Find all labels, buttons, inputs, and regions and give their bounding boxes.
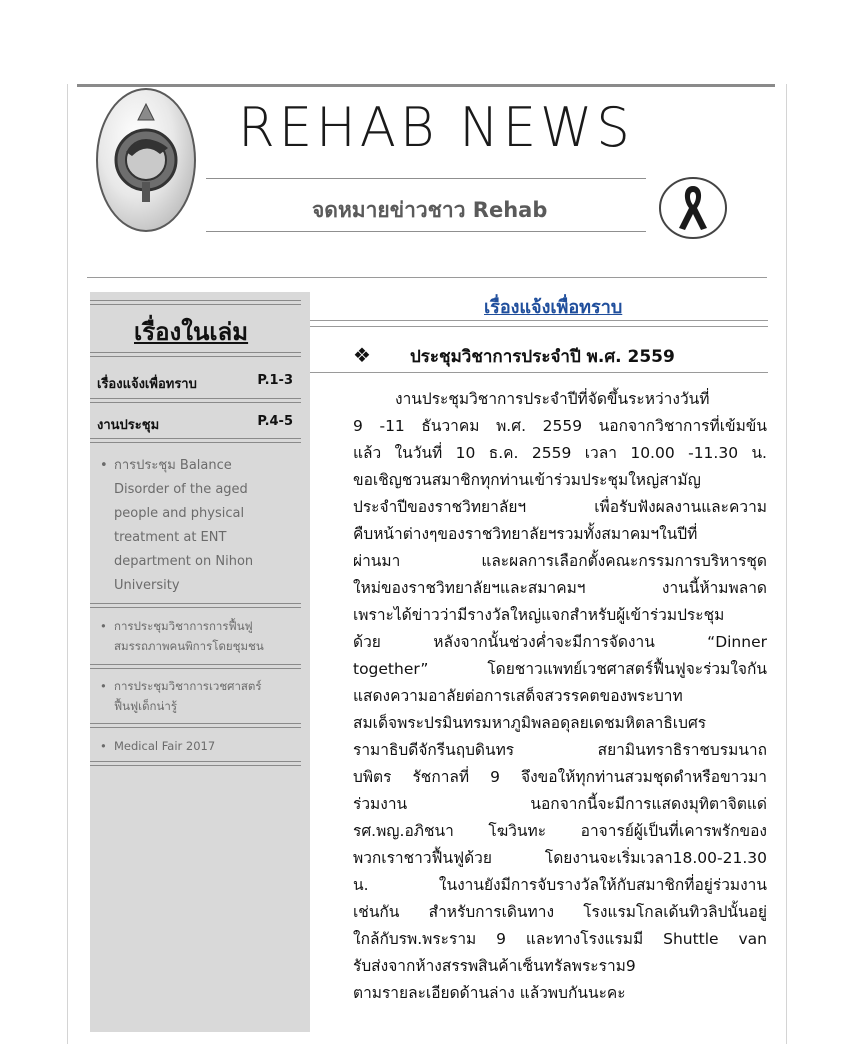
sidebar-item-line: Medical Fair 2017 bbox=[114, 739, 216, 753]
sidebar-rule bbox=[90, 723, 301, 728]
sidebar-item-line: department on Nihon bbox=[114, 554, 254, 569]
sidebar-rule bbox=[90, 761, 301, 766]
sidebar-item-line: people and physical bbox=[114, 506, 245, 521]
article-body-line: คืบหน้าต่างๆของราชวิทยาลัยฯรวมทั้งสมาคมฯในปีที่ bbox=[353, 525, 698, 543]
sidebar-item[interactable] bbox=[100, 454, 305, 598]
sidebar-item[interactable] bbox=[100, 616, 305, 656]
sidebar-rule bbox=[90, 603, 301, 608]
article-body-line: ร่วมงาน นอกจากนี้จะมีการแสดงมุทิตาจิตแด่ bbox=[353, 795, 767, 813]
masthead-rule-bottom bbox=[206, 231, 646, 232]
sidebar-rule bbox=[90, 438, 301, 443]
top-rule bbox=[77, 84, 775, 87]
article-title: ประชุมวิชาการประจำปี พ.ศ. 2559 bbox=[410, 347, 675, 367]
toc-entry[interactable] bbox=[97, 373, 293, 394]
article-body-line: 9 -11 ธันวาคม พ.ศ. 2559 นอกจากวิชาการที่เข้มข้น bbox=[353, 417, 767, 435]
toc-label: งานประชุม bbox=[97, 418, 160, 433]
sidebar-item-line: Disorder of the aged bbox=[114, 482, 248, 497]
article-body bbox=[353, 386, 767, 1007]
sidebar-rule bbox=[90, 352, 301, 357]
toc-entry[interactable] bbox=[97, 414, 293, 435]
article-body-line: พวกเราชาวฟื้นฟูด้วย โดยงานจะเริ่มเวลา18.00-21.30 bbox=[353, 849, 767, 867]
sidebar bbox=[90, 292, 310, 1032]
sidebar-item-line: การประชุมวิชาการเวชศาสตร์ bbox=[114, 679, 262, 693]
article-body-line: ด้วย หลังจากนั้นช่วงค่ำจะมีการจัดงาน “Dinner bbox=[353, 633, 767, 651]
bullet-icon: • bbox=[100, 458, 108, 473]
diamond-bullet-icon: ❖ bbox=[353, 343, 371, 367]
article-body-line: บพิตร รัชกาลที่ 9 จึงขอให้ทุกท่านสวมชุดดำหรือขาวมา bbox=[353, 768, 767, 786]
article-body-line: รศ.พญ.อภิชนา โฆวินทะ อาจารย์ผู้เป็นที่เคารพรักของ bbox=[353, 822, 767, 840]
toc-page: P.4-5 bbox=[257, 414, 293, 429]
college-emblem-icon bbox=[96, 88, 196, 232]
article-title-rule bbox=[310, 372, 768, 373]
sidebar-rule bbox=[90, 664, 301, 669]
article-body-line: ผ่านมา และผลการเลือกตั้งคณะกรรมการบริหารชุด bbox=[353, 552, 767, 570]
article-body-line: เพราะได้ข่าวว่ามีรางวัลใหญ่แจกสำหรับผู้เข้าร่วมประชุม bbox=[353, 606, 725, 624]
article-body-line: รับส่งจากห้างสรรพสินค้าเซ็นทรัลพระราม9 bbox=[353, 957, 636, 975]
section-divider bbox=[87, 277, 767, 278]
mourning-ribbon-icon bbox=[657, 176, 729, 240]
article-body-line: รามาธิบดีจักรีนฤบดินทร สยามินทราธิราชบรมนาถ bbox=[353, 741, 767, 759]
article-body-line: สมเด็จพระปรมินทรมหาภูมิพลอดุลยเดชมหิตลาธิเบศร bbox=[353, 714, 707, 732]
bullet-icon: • bbox=[100, 739, 107, 753]
newsletter-title: REHAB NEWS bbox=[238, 96, 634, 159]
article-body-line: together” โดยชาวแพทย์เวชศาสตร์ฟื้นฟูจะร่วมใจกัน bbox=[353, 660, 767, 678]
sidebar-item[interactable] bbox=[100, 736, 305, 756]
sidebar-item-line: ฟื้นฟูเด็กน่ารู้ bbox=[114, 699, 178, 713]
bullet-icon: • bbox=[100, 679, 107, 693]
article-body-line: แสดงความอาลัยต่อการเสด็จสวรรคตของพระบาท bbox=[353, 687, 683, 705]
sidebar-item[interactable] bbox=[100, 676, 305, 716]
section-heading[interactable]: เรื่องแจ้งเพื่อทราบ bbox=[484, 297, 623, 318]
sidebar-item-line: การประชุม Balance bbox=[114, 458, 232, 473]
toc-page: P.1-3 bbox=[257, 373, 293, 388]
sidebar-title: เรื่องในเล่ม bbox=[134, 318, 249, 346]
masthead-rule-top bbox=[206, 178, 646, 179]
article-body-line: ขอเชิญชวนสมาชิกทุกท่านเข้าร่วมประชุมใหญ่สามัญ bbox=[353, 471, 701, 489]
toc-label: เรื่องแจ้งเพื่อทราบ bbox=[97, 377, 197, 392]
sidebar-item-line: University bbox=[114, 578, 180, 593]
article-body-line: แล้ว ในวันที่ 10 ธ.ค. 2559 เวลา 10.00 -11.30 น. bbox=[353, 444, 767, 462]
sidebar-item-line: สมรรถภาพคนพิการโดยชุมชน bbox=[114, 639, 264, 653]
article-body-line: เช่นกัน สำหรับการเดินทาง โรงแรมโกลเด้นทิวลิปนั้นอยู่ bbox=[353, 903, 767, 921]
article-body-line: น. ในงานยังมีการจับรางวัลให้กับสมาชิกที่อยู่ร่วมงาน bbox=[353, 876, 767, 894]
article-body-line: งานประชุมวิชาการประจำปีที่จัดขึ้นระหว่างวันที่ bbox=[395, 390, 710, 408]
sidebar-item-line: treatment at ENT bbox=[114, 530, 227, 545]
section-rule bbox=[310, 320, 768, 321]
article-body-line: ใกล้กับรพ.พระราม 9 และทางโรงแรมมี Shuttle van bbox=[353, 930, 767, 948]
article-body-line: ใหม่ของราชวิทยาลัยฯและสมาคมฯ งานนี้ห้ามพลาด bbox=[353, 579, 767, 597]
bullet-icon: • bbox=[100, 619, 107, 633]
section-rule bbox=[310, 326, 768, 327]
sidebar-rule bbox=[90, 300, 301, 305]
sidebar-rule bbox=[90, 398, 301, 403]
newsletter-subtitle: จดหมายข่าวชาว Rehab bbox=[312, 198, 548, 222]
sidebar-item-line: การประชุมวิชาการการฟื้นฟู bbox=[114, 619, 253, 633]
article-body-line: ประจำปีของราชวิทยาลัยฯ เพื่อรับฟังผลงานและความ bbox=[353, 498, 767, 516]
article-body-line: ตามรายละเอียดด้านล่าง แล้วพบกันนะคะ bbox=[353, 984, 626, 1002]
